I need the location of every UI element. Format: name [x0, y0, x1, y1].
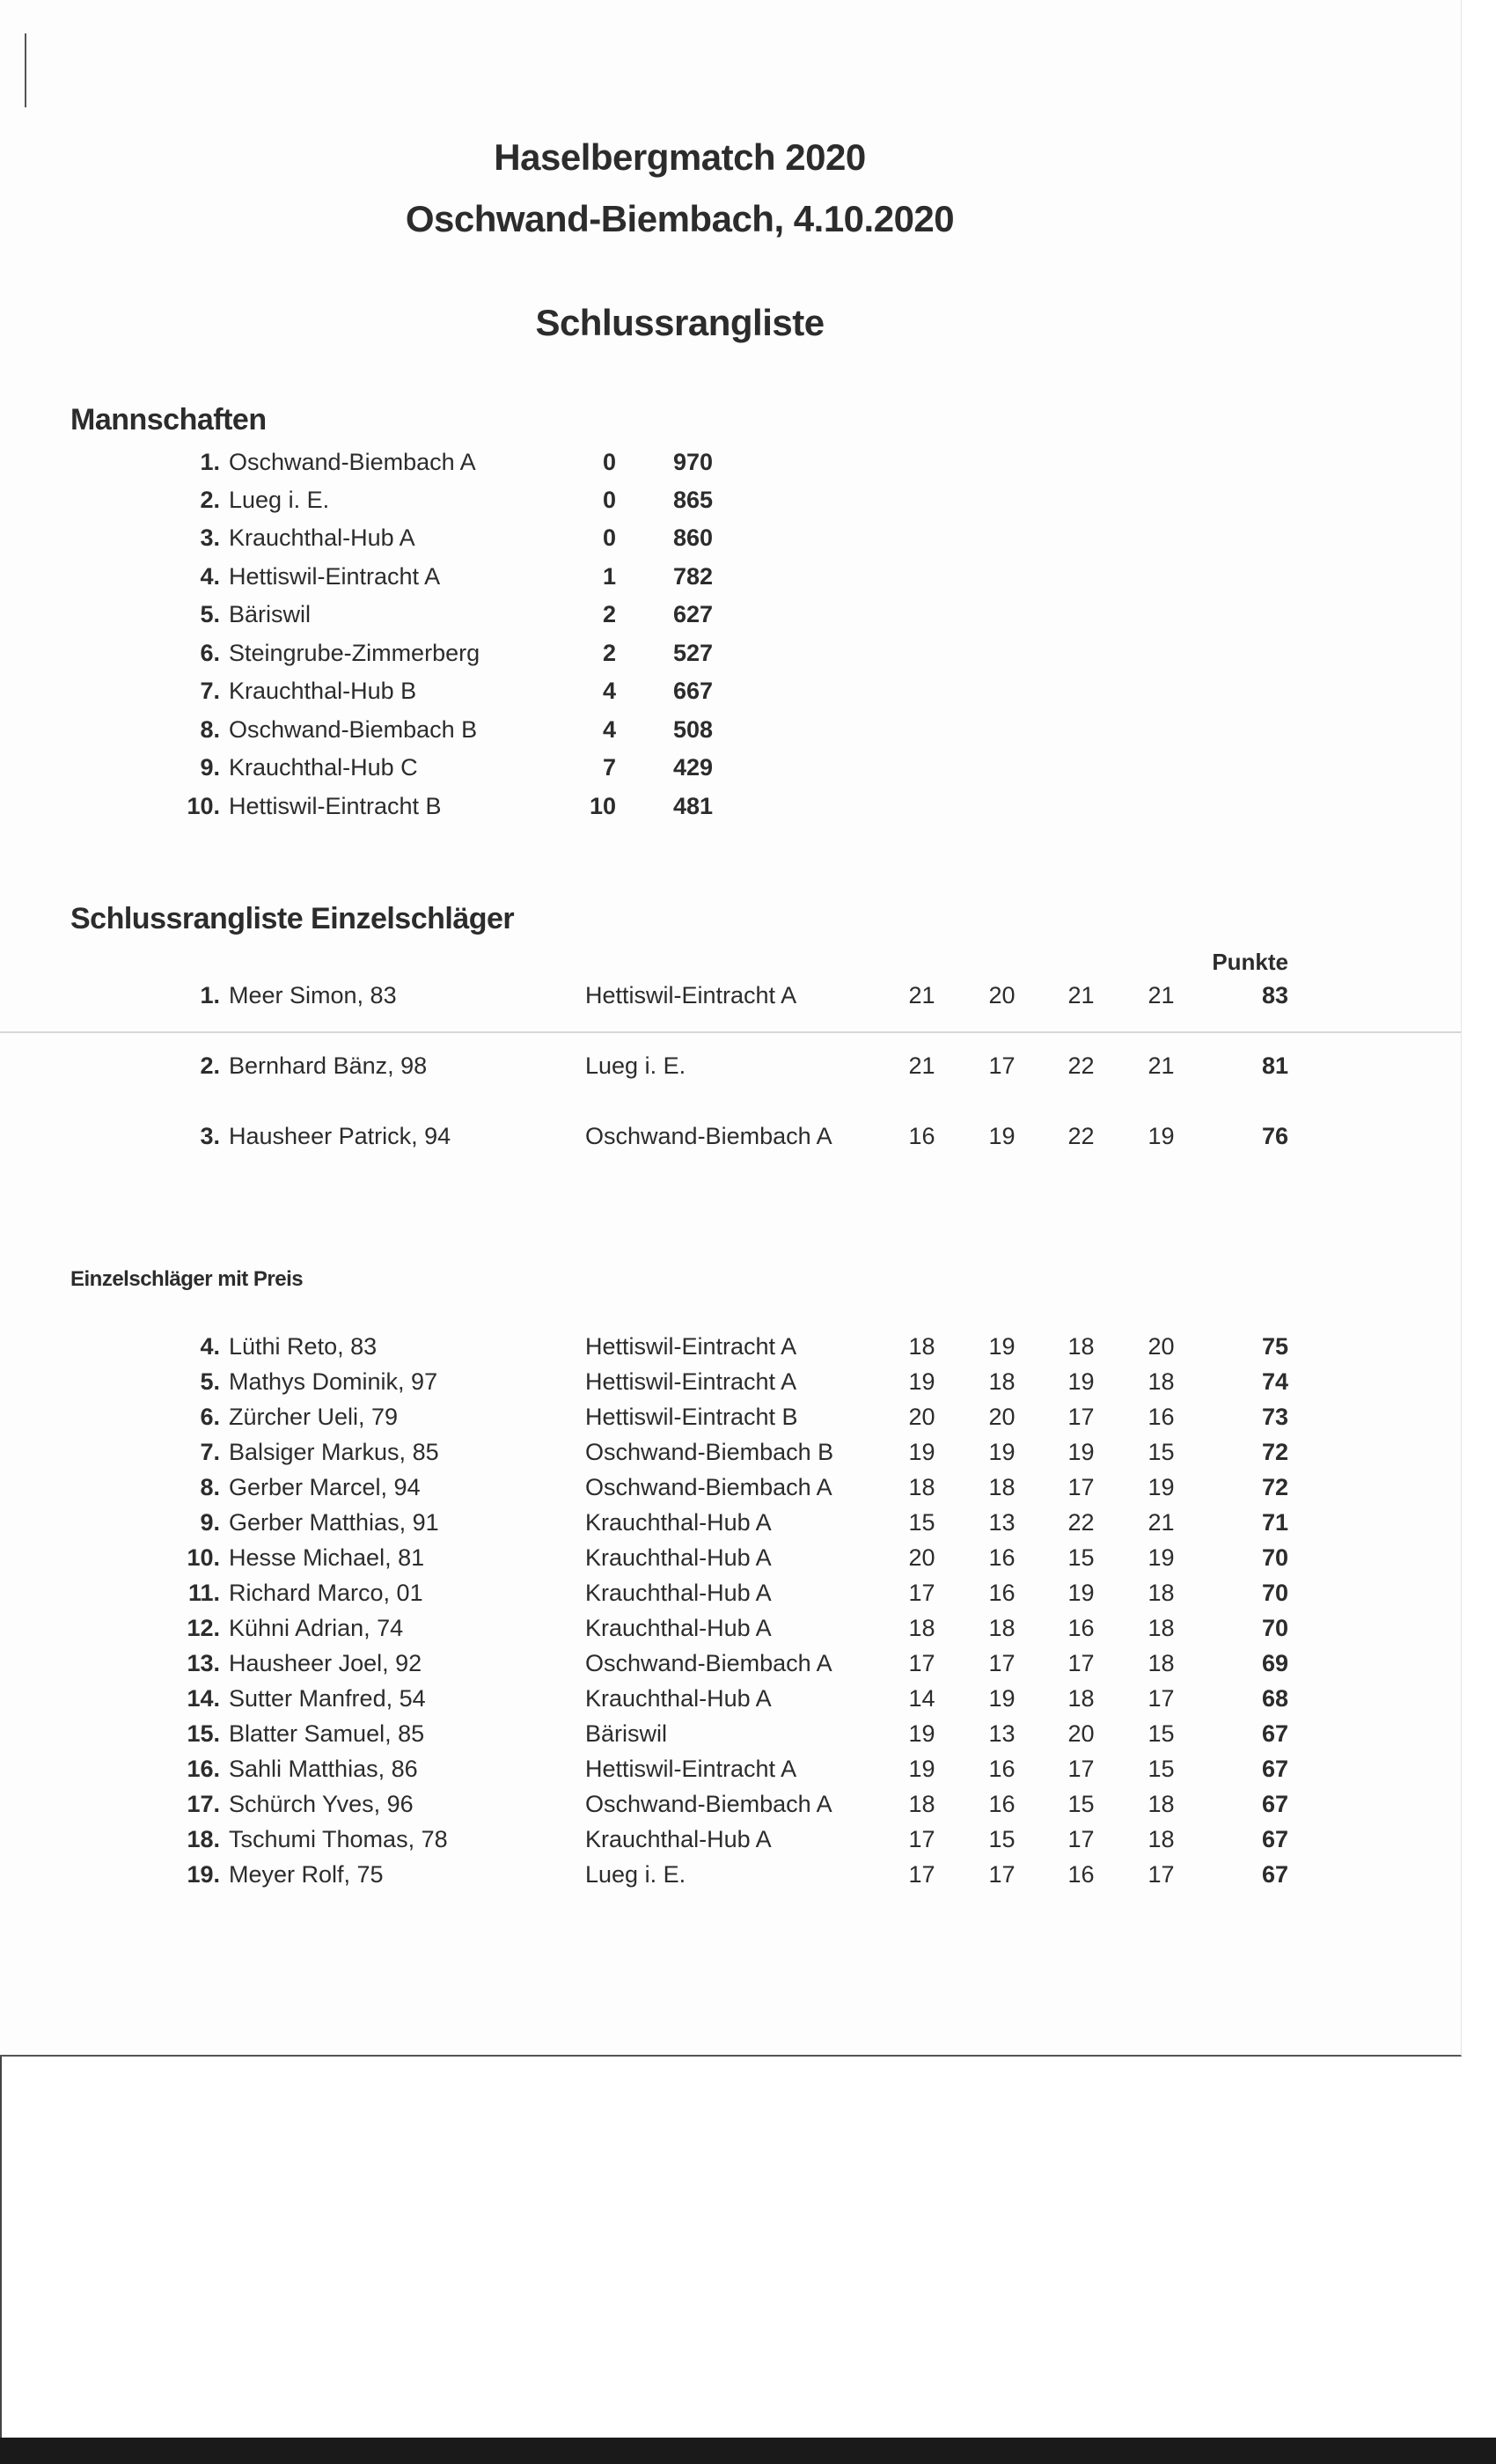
team-score: 508: [672, 716, 713, 743]
individuals-heading: Schlussrangliste Einzelschläger: [70, 902, 515, 935]
player-rank: 6.: [200, 1404, 220, 1430]
team-losses: 1: [602, 563, 616, 590]
player-total: 70: [1261, 1580, 1288, 1606]
team-rank: 1.: [200, 449, 220, 475]
document-title: Haselbergmatch 2020: [494, 136, 866, 178]
round-score: 18: [908, 1791, 935, 1817]
player-name: Schürch Yves, 96: [229, 1791, 414, 1817]
round-score: 15: [1148, 1720, 1175, 1747]
round-score: 16: [988, 1756, 1016, 1782]
team-rank: 4.: [200, 563, 220, 590]
round-score: 21: [1148, 982, 1175, 1008]
team-losses: 4: [602, 678, 616, 704]
round-score: 18: [908, 1333, 935, 1360]
round-score: 15: [1067, 1544, 1095, 1571]
player-rank: 7.: [200, 1439, 220, 1465]
team-rank: 2.: [200, 487, 220, 513]
round-score: 21: [1148, 1509, 1175, 1536]
team-score: 970: [672, 449, 713, 475]
round-score: 17: [1148, 1685, 1175, 1712]
round-score: 18: [1148, 1826, 1175, 1852]
player-club: Oschwand-Biembach A: [585, 1474, 832, 1500]
teams-heading: Mannschaften: [70, 403, 267, 436]
round-score: 17: [988, 1052, 1016, 1079]
player-rank: 12.: [187, 1615, 220, 1641]
player-total: 72: [1261, 1439, 1288, 1465]
player-club: Hettiswil-Eintracht B: [585, 1404, 798, 1430]
team-rank: 10.: [187, 793, 220, 819]
round-score: 13: [988, 1509, 1016, 1536]
player-name: Gerber Matthias, 91: [229, 1509, 439, 1536]
player-rank: 3.: [200, 1123, 220, 1149]
player-club: Krauchthal-Hub A: [585, 1826, 772, 1852]
round-score: 16: [988, 1791, 1016, 1817]
round-score: 16: [1067, 1615, 1095, 1641]
round-score: 18: [988, 1474, 1016, 1500]
round-score: 17: [1067, 1404, 1095, 1430]
round-score: 16: [908, 1123, 935, 1149]
round-score: 18: [1148, 1791, 1175, 1817]
player-total: 69: [1261, 1650, 1288, 1676]
team-name: Hettiswil-Eintracht A: [229, 563, 441, 590]
player-total: 71: [1261, 1509, 1288, 1536]
team-losses: 7: [602, 754, 616, 781]
team-rank: 6.: [200, 640, 220, 666]
event-location-date: Oschwand-Biembach, 4.10.2020: [405, 198, 955, 239]
team-rank: 8.: [200, 716, 220, 743]
player-club: Oschwand-Biembach B: [585, 1439, 834, 1465]
player-name: Blatter Samuel, 85: [229, 1720, 425, 1747]
round-score: 19: [1067, 1439, 1095, 1465]
round-score: 16: [988, 1544, 1016, 1571]
player-name: Zürcher Ueli, 79: [229, 1404, 399, 1430]
player-rank: 9.: [200, 1509, 220, 1536]
player-total: 67: [1261, 1756, 1288, 1782]
player-name: Bernhard Bänz, 98: [229, 1052, 428, 1079]
team-score: 429: [672, 754, 713, 781]
player-club: Hettiswil-Eintracht A: [585, 1756, 797, 1782]
round-score: 17: [1148, 1861, 1175, 1888]
round-score: 19: [988, 1685, 1016, 1712]
team-losses: 0: [602, 449, 616, 475]
team-name: Oschwand-Biembach A: [229, 449, 476, 475]
player-name: Meyer Rolf, 75: [229, 1861, 384, 1888]
player-total: 68: [1261, 1685, 1288, 1712]
round-score: 18: [908, 1474, 935, 1500]
round-score: 20: [988, 1404, 1016, 1430]
player-total: 76: [1261, 1123, 1288, 1149]
player-club: Hettiswil-Eintracht A: [585, 1333, 797, 1360]
round-score: 17: [988, 1650, 1016, 1676]
round-score: 17: [908, 1826, 935, 1852]
team-name: Krauchthal-Hub A: [229, 524, 415, 551]
player-name: Lüthi Reto, 83: [229, 1333, 378, 1360]
team-score: 527: [672, 640, 713, 666]
team-rank: 5.: [200, 601, 220, 627]
round-score: 19: [988, 1333, 1016, 1360]
round-score: 16: [1067, 1861, 1095, 1888]
player-club: Hettiswil-Eintracht A: [585, 982, 797, 1008]
player-club: Krauchthal-Hub A: [585, 1544, 772, 1571]
round-score: 14: [908, 1685, 935, 1712]
team-name: Krauchthal-Hub B: [229, 678, 417, 704]
round-score: 19: [988, 1123, 1016, 1149]
round-score: 19: [1067, 1580, 1095, 1606]
team-score: 627: [672, 601, 713, 627]
round-score: 17: [908, 1861, 935, 1888]
round-score: 18: [1067, 1333, 1095, 1360]
round-score: 13: [988, 1720, 1016, 1747]
player-club: Oschwand-Biembach A: [585, 1123, 832, 1149]
player-club: Hettiswil-Eintracht A: [585, 1368, 797, 1395]
round-score: 20: [908, 1544, 935, 1571]
round-score: 19: [908, 1368, 935, 1395]
team-rank: 9.: [200, 754, 220, 781]
round-score: 21: [1067, 982, 1095, 1008]
player-name: Gerber Marcel, 94: [229, 1474, 421, 1500]
round-score: 17: [1067, 1474, 1095, 1500]
player-rank: 13.: [187, 1650, 220, 1676]
player-rank: 14.: [187, 1685, 220, 1712]
round-score: 19: [1067, 1368, 1095, 1395]
player-rank: 19.: [187, 1861, 220, 1888]
round-score: 19: [908, 1756, 935, 1782]
team-score: 667: [672, 678, 713, 704]
team-name: Oschwand-Biembach B: [229, 716, 478, 743]
team-score: 860: [672, 524, 713, 551]
round-score: 15: [1148, 1439, 1175, 1465]
player-total: 70: [1261, 1615, 1288, 1641]
player-name: Meer Simon, 83: [229, 982, 397, 1008]
round-score: 17: [1067, 1826, 1095, 1852]
round-score: 18: [1148, 1650, 1175, 1676]
round-score: 20: [988, 982, 1016, 1008]
team-name: Lueg i. E.: [229, 487, 330, 513]
player-name: Sutter Manfred, 54: [229, 1685, 426, 1712]
round-score: 18: [1148, 1368, 1175, 1395]
player-club: Oschwand-Biembach A: [585, 1791, 832, 1817]
player-rank: 4.: [200, 1333, 220, 1360]
player-club: Krauchthal-Hub A: [585, 1580, 772, 1606]
round-score: 19: [988, 1439, 1016, 1465]
player-total: 67: [1261, 1720, 1288, 1747]
round-score: 19: [908, 1439, 935, 1465]
round-score: 17: [908, 1580, 935, 1606]
player-rank: 16.: [187, 1756, 220, 1782]
player-name: Tschumi Thomas, 78: [229, 1826, 448, 1852]
player-rank: 17.: [187, 1791, 220, 1817]
staple-mark: [25, 33, 26, 107]
player-rank: 18.: [187, 1826, 220, 1852]
team-rank: 7.: [200, 678, 220, 704]
team-score: 782: [672, 563, 713, 590]
round-score: 18: [988, 1368, 1016, 1395]
round-score: 18: [1148, 1615, 1175, 1641]
prize-heading: Einzelschläger mit Preis: [70, 1267, 304, 1291]
player-name: Hausheer Patrick, 94: [229, 1123, 451, 1149]
player-name: Balsiger Markus, 85: [229, 1439, 439, 1465]
player-rank: 5.: [200, 1368, 220, 1395]
round-score: 20: [1067, 1720, 1095, 1747]
scanner-edge: [0, 2438, 1496, 2464]
player-club: Lueg i. E.: [585, 1052, 686, 1079]
round-score: 19: [908, 1720, 935, 1747]
fold-crease: [0, 1031, 1461, 1033]
player-club: Oschwand-Biembach A: [585, 1650, 832, 1676]
team-rank: 3.: [200, 524, 220, 551]
player-total: 81: [1261, 1052, 1288, 1079]
round-score: 18: [1148, 1580, 1175, 1606]
round-score: 18: [908, 1615, 935, 1641]
round-score: 18: [988, 1615, 1016, 1641]
player-rank: 10.: [187, 1544, 220, 1571]
player-club: Krauchthal-Hub A: [585, 1509, 772, 1536]
round-score: 20: [908, 1404, 935, 1430]
lower-page: [0, 2057, 1496, 2438]
document-subtitle: Schlussrangliste: [535, 302, 825, 343]
player-name: Sahli Matthias, 86: [229, 1756, 418, 1782]
player-total: 75: [1261, 1333, 1288, 1360]
team-name: Steingrube-Zimmerberg: [229, 640, 480, 666]
team-losses: 4: [602, 716, 616, 743]
player-club: Lueg i. E.: [585, 1861, 686, 1888]
round-score: 16: [1148, 1404, 1175, 1430]
points-column-header: Punkte: [1212, 949, 1288, 975]
round-score: 19: [1148, 1123, 1175, 1149]
round-score: 21: [908, 1052, 935, 1079]
round-score: 21: [908, 982, 935, 1008]
player-name: Hausheer Joel, 92: [229, 1650, 422, 1676]
player-name: Mathys Dominik, 97: [229, 1368, 438, 1395]
player-total: 73: [1261, 1404, 1288, 1430]
player-club: Krauchthal-Hub A: [585, 1685, 772, 1712]
player-name: Kühni Adrian, 74: [229, 1615, 404, 1641]
round-score: 15: [908, 1509, 935, 1536]
player-total: 67: [1261, 1861, 1288, 1888]
round-score: 16: [988, 1580, 1016, 1606]
round-score: 15: [1148, 1756, 1175, 1782]
player-total: 70: [1261, 1544, 1288, 1571]
player-name: Richard Marco, 01: [229, 1580, 423, 1606]
team-losses: 0: [602, 524, 616, 551]
round-score: 15: [1067, 1791, 1095, 1817]
player-total: 67: [1261, 1791, 1288, 1817]
round-score: 22: [1067, 1123, 1095, 1149]
player-club: Krauchthal-Hub A: [585, 1615, 772, 1641]
team-name: Bäriswil: [229, 601, 312, 627]
team-score: 481: [672, 793, 713, 819]
round-score: 17: [1067, 1650, 1095, 1676]
team-losses: 2: [602, 640, 616, 666]
player-rank: 8.: [200, 1474, 220, 1500]
round-score: 18: [1067, 1685, 1095, 1712]
team-losses: 0: [602, 487, 616, 513]
player-name: Hesse Michael, 81: [229, 1544, 425, 1571]
player-total: 74: [1261, 1368, 1288, 1395]
round-score: 15: [988, 1826, 1016, 1852]
player-rank: 15.: [187, 1720, 220, 1747]
team-name: Krauchthal-Hub C: [229, 754, 418, 781]
round-score: 17: [908, 1650, 935, 1676]
player-total: 67: [1261, 1826, 1288, 1852]
round-score: 22: [1067, 1052, 1095, 1079]
player-rank: 2.: [200, 1052, 220, 1079]
player-rank: 11.: [187, 1580, 220, 1606]
round-score: 19: [1148, 1474, 1175, 1500]
team-score: 865: [672, 487, 713, 513]
team-name: Hettiswil-Eintracht B: [229, 793, 442, 819]
team-losses: 2: [602, 601, 616, 627]
round-score: 19: [1148, 1544, 1175, 1571]
round-score: 22: [1067, 1509, 1095, 1536]
round-score: 17: [988, 1861, 1016, 1888]
round-score: 17: [1067, 1756, 1095, 1782]
player-club: Bäriswil: [585, 1720, 668, 1747]
player-total: 72: [1261, 1474, 1288, 1500]
player-rank: 1.: [200, 982, 220, 1008]
team-losses: 10: [589, 793, 616, 819]
player-total: 83: [1261, 982, 1288, 1008]
round-score: 21: [1148, 1052, 1175, 1079]
round-score: 20: [1148, 1333, 1175, 1360]
